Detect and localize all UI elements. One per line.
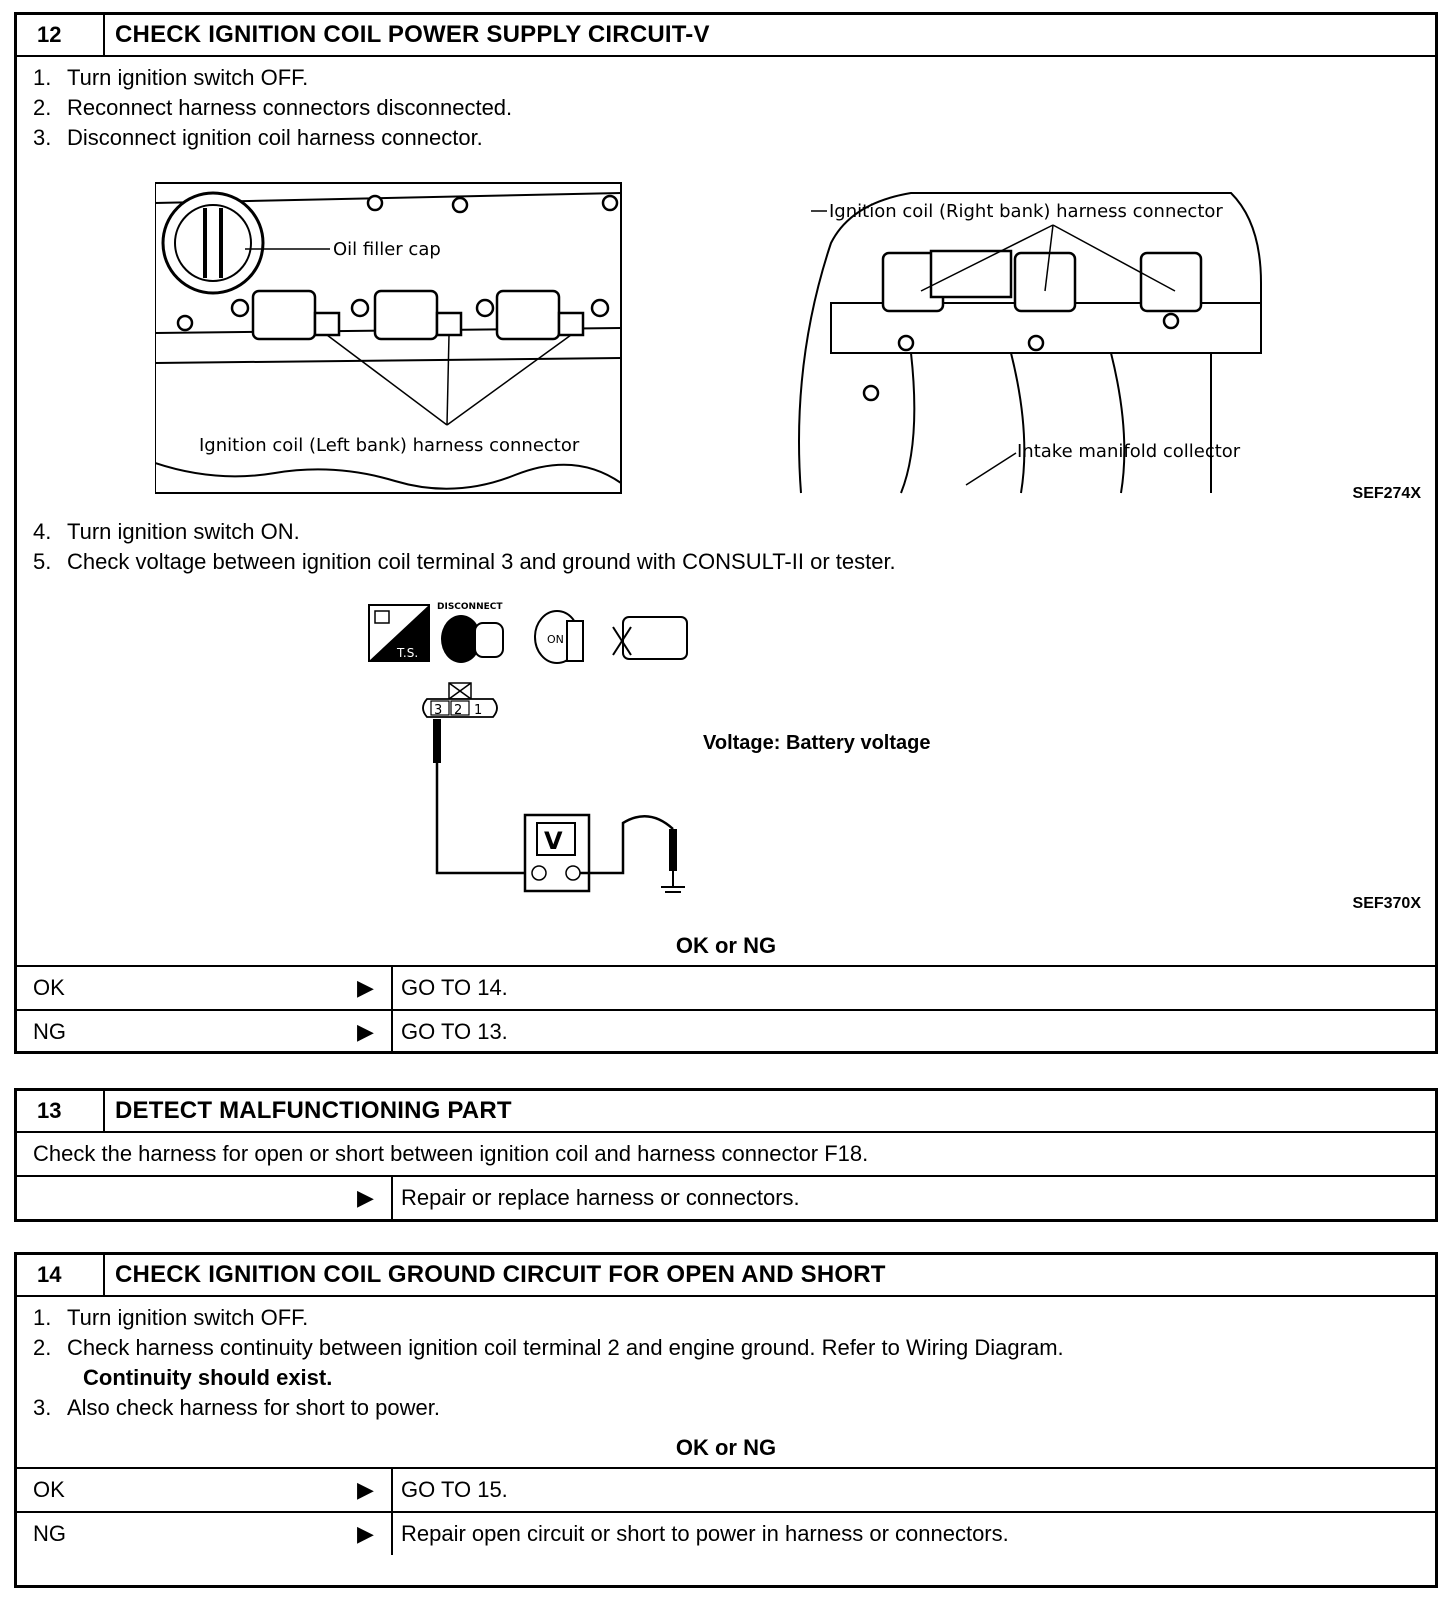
list-item: 1. Turn ignition switch OFF. (33, 65, 309, 90)
list-item: 3. Disconnect ignition coil harness connector. (33, 125, 483, 150)
svg-text:1: 1 (474, 703, 483, 718)
table-row (17, 1009, 1435, 1053)
result-action: GO TO 13. (391, 1011, 1435, 1053)
result-action: Repair open circuit or short to power in harness or connectors. (391, 1513, 1435, 1555)
svg-text:2: 2 (454, 703, 463, 718)
right-bank-connector-label: Ignition coil (Right bank) harness connector (829, 201, 1223, 222)
section-title: DETECT MALFUNCTIONING PART (115, 1097, 512, 1124)
section-14 (14, 1252, 1438, 1588)
step-number: 13 (17, 1091, 105, 1131)
figure-code: SEF370X (1352, 895, 1421, 912)
voltmeter (525, 815, 589, 891)
engine-right-bank-illustration (791, 163, 1271, 503)
arrow-icon: ▶ (357, 975, 374, 1000)
left-bank-connector-label: Ignition coil (Left bank) harness connector (199, 435, 580, 456)
intake-manifold-label: Intake manifold collector (1017, 441, 1241, 462)
ok-or-ng-heading: OK or NG (675, 933, 777, 958)
result-action: GO TO 15. (391, 1469, 1435, 1511)
step-list (17, 511, 896, 577)
section-header (17, 15, 1435, 57)
section-header (17, 1255, 1435, 1297)
result-action: GO TO 14. (391, 967, 1435, 1009)
section-header (17, 1091, 1435, 1133)
disconnect-connector-icon (437, 602, 503, 663)
table-row (17, 1175, 1435, 1219)
arrow-icon: ▶ (357, 1477, 374, 1502)
list-item: 2. Check harness continuity between ignition coil terminal 2 and engine ground. Refer to Wiring Diagram. (33, 1335, 1064, 1360)
svg-text:3: 3 (434, 703, 443, 718)
svg-text:T.S.: T.S. (397, 646, 419, 660)
instruction-text: Check the harness for open or short between ignition coil and harness connector F18. (33, 1141, 869, 1166)
result-label: NG (33, 1521, 66, 1546)
oil-filler-cap-label: Oil filler cap (333, 239, 441, 260)
svg-text:V: V (544, 827, 563, 855)
table-row (17, 965, 1435, 1009)
svg-text:DISCONNECT: DISCONNECT (437, 602, 503, 612)
step-number: 12 (17, 15, 105, 55)
ok-or-ng-heading: OK or NG (675, 1435, 777, 1460)
section-13 (14, 1088, 1438, 1222)
section-12 (14, 12, 1438, 1054)
figure-code: SEF274X (1352, 485, 1421, 502)
continuity-note: Continuity should exist. (83, 1365, 333, 1390)
section-title: CHECK IGNITION COIL POWER SUPPLY CIRCUIT-V (115, 21, 710, 48)
list-item: 2. Reconnect harness connectors disconnected. (33, 95, 513, 120)
table-row (17, 1511, 1435, 1555)
step-list (17, 1297, 1435, 1423)
list-item: 3. Also check harness for short to power. (33, 1395, 440, 1420)
result-label: NG (33, 1019, 66, 1044)
ignition-key-on-icon (535, 611, 583, 663)
arrow-icon: ▶ (357, 1019, 374, 1044)
arrow-icon: ▶ (357, 1521, 374, 1546)
list-item: 1. Turn ignition switch OFF. (33, 1305, 309, 1330)
step-list (17, 57, 1435, 153)
result-action: Repair or replace harness or connectors. (391, 1177, 1435, 1219)
engine-left-bank-illustration (155, 163, 625, 503)
arrow-icon: ▶ (357, 1185, 374, 1210)
result-label: OK (33, 975, 65, 1000)
table-row (17, 1467, 1435, 1511)
step-number: 14 (17, 1255, 105, 1295)
result-label: OK (33, 1477, 65, 1502)
list-item: 4. Turn ignition switch ON. (33, 519, 300, 544)
connector-pins (423, 683, 497, 718)
engine-off-icon (613, 617, 687, 659)
voltage-spec: Voltage: Battery voltage (703, 732, 931, 754)
svg-text:ON: ON (547, 633, 564, 646)
tester-icon (369, 605, 429, 661)
section-title: CHECK IGNITION COIL GROUND CIRCUIT FOR OPEN AND SHORT (115, 1261, 886, 1288)
voltage-test-diagram (367, 597, 707, 897)
list-item: 5. Check voltage between ignition coil terminal 3 and ground with CONSULT-II or tester. (33, 549, 896, 574)
